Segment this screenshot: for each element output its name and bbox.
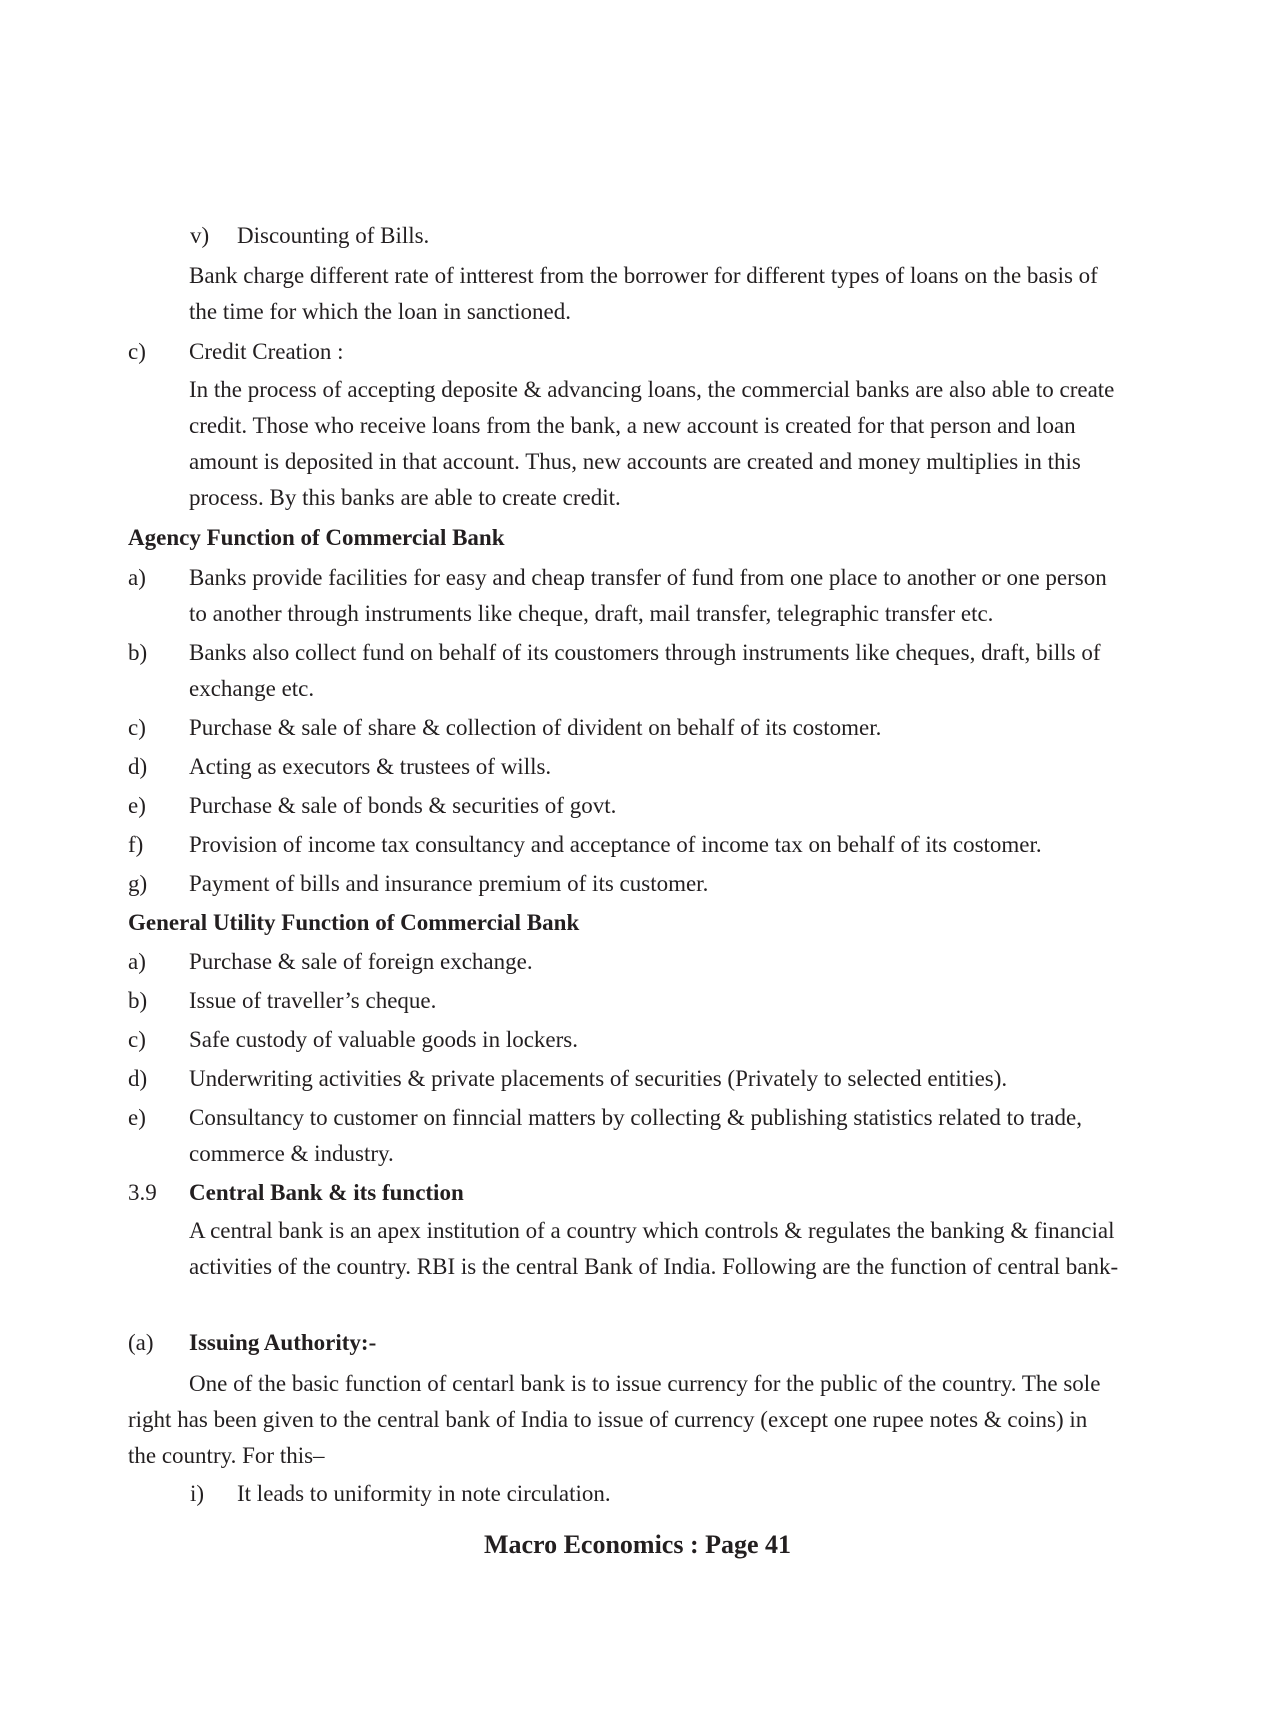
utility-item-text: Underwriting activities & private placements of securities (Privately to selected entities).	[189, 1066, 1008, 1091]
utility-item-label: a)	[128, 949, 146, 974]
agency-item-text: Provision of income tax consultancy and acceptance of income tax on behalf of its costomer.	[189, 832, 1042, 857]
agency-item-text: Purchase & sale of share & collection of divident on behalf of its costomer.	[189, 715, 882, 740]
utility-heading: General Utility Function of Commercial Bank	[128, 910, 580, 935]
utility-item-label: b)	[128, 988, 148, 1013]
section-number: 3.9	[128, 1180, 157, 1205]
agency-item-label: b)	[128, 640, 148, 665]
utility-item-label: d)	[128, 1066, 148, 1091]
credit-creation-label: c)	[128, 339, 146, 364]
page-footer: Macro Economics : Page 41	[483, 1530, 792, 1559]
agency-item-label: d)	[128, 754, 148, 779]
agency-item-text: Acting as executors & trustees of wills.	[189, 754, 552, 779]
agency-item-text: Purchase & sale of bonds & securities of govt.	[189, 793, 617, 818]
issuing-paragraph: One of the basic function of centarl bank is to issue currency for the public of the country. The sole right has been given to the central bank of India to issue of currency (except one rupee notes & coins) in the country. For this–	[128, 1371, 1101, 1468]
agency-item-label: f)	[128, 832, 144, 857]
agency-item-text: Banks also collect fund on behalf of its coustomers through instruments like cheques, draft, bills of exchange etc.	[189, 640, 1101, 701]
utility-item-label: e)	[128, 1105, 146, 1130]
utility-item-label: c)	[128, 1027, 146, 1052]
agency-item-text: Payment of bills and insurance premium of its customer.	[189, 871, 709, 896]
credit-creation-text: In the process of accepting deposite & advancing loans, the commercial banks are also able to create credit. Those who receive loans from the bank, a new account is created for that person and loan amount is deposited in that account. Thus, new accounts are created and money multiplies in this process. By this banks are able to create credit.	[189, 377, 1115, 510]
agency-item-label: e)	[128, 793, 146, 818]
interest-rate-paragraph: Bank charge different rate of intterest from the borrower for different types of loans on the basis of the time for which the loan in sanctioned.	[189, 263, 1098, 324]
central-bank-title: Central Bank & its function	[189, 1180, 464, 1205]
issuing-sub-text: It leads to uniformity in note circulation.	[237, 1481, 611, 1506]
agency-item-label: c)	[128, 715, 146, 740]
agency-item-text: Banks provide facilities for easy and cheap transfer of fund from one place to another or one person to another through instruments like cheque, draft, mail transfer, telegraphic transfer etc.	[189, 565, 1107, 626]
credit-creation-title: Credit Creation :	[189, 339, 344, 364]
issuing-sub-label: i)	[190, 1481, 205, 1506]
agency-item-label: a)	[128, 565, 146, 590]
utility-item-text: Consultancy to customer on finncial matters by collecting & publishing statistics related to trade, commerce & industry.	[189, 1105, 1082, 1166]
utility-item-text: Safe custody of valuable goods in lockers.	[189, 1027, 578, 1052]
issuing-title: Issuing Authority:-	[189, 1330, 377, 1355]
central-bank-intro: A central bank is an apex institution of a country which controls & regulates the banking & financial activities of the country. RBI is the central Bank of India. Following are the function of central bank-	[189, 1218, 1119, 1279]
utility-item-text: Purchase & sale of foreign exchange.	[189, 949, 533, 974]
agency-heading: Agency Function of Commercial Bank	[128, 525, 505, 550]
sub-item-text: Discounting of Bills.	[237, 223, 430, 248]
sub-item-label: v)	[190, 223, 210, 248]
agency-item-label: g)	[128, 871, 148, 896]
issuing-label: (a)	[128, 1330, 154, 1355]
utility-item-text: Issue of traveller’s cheque.	[189, 988, 437, 1013]
